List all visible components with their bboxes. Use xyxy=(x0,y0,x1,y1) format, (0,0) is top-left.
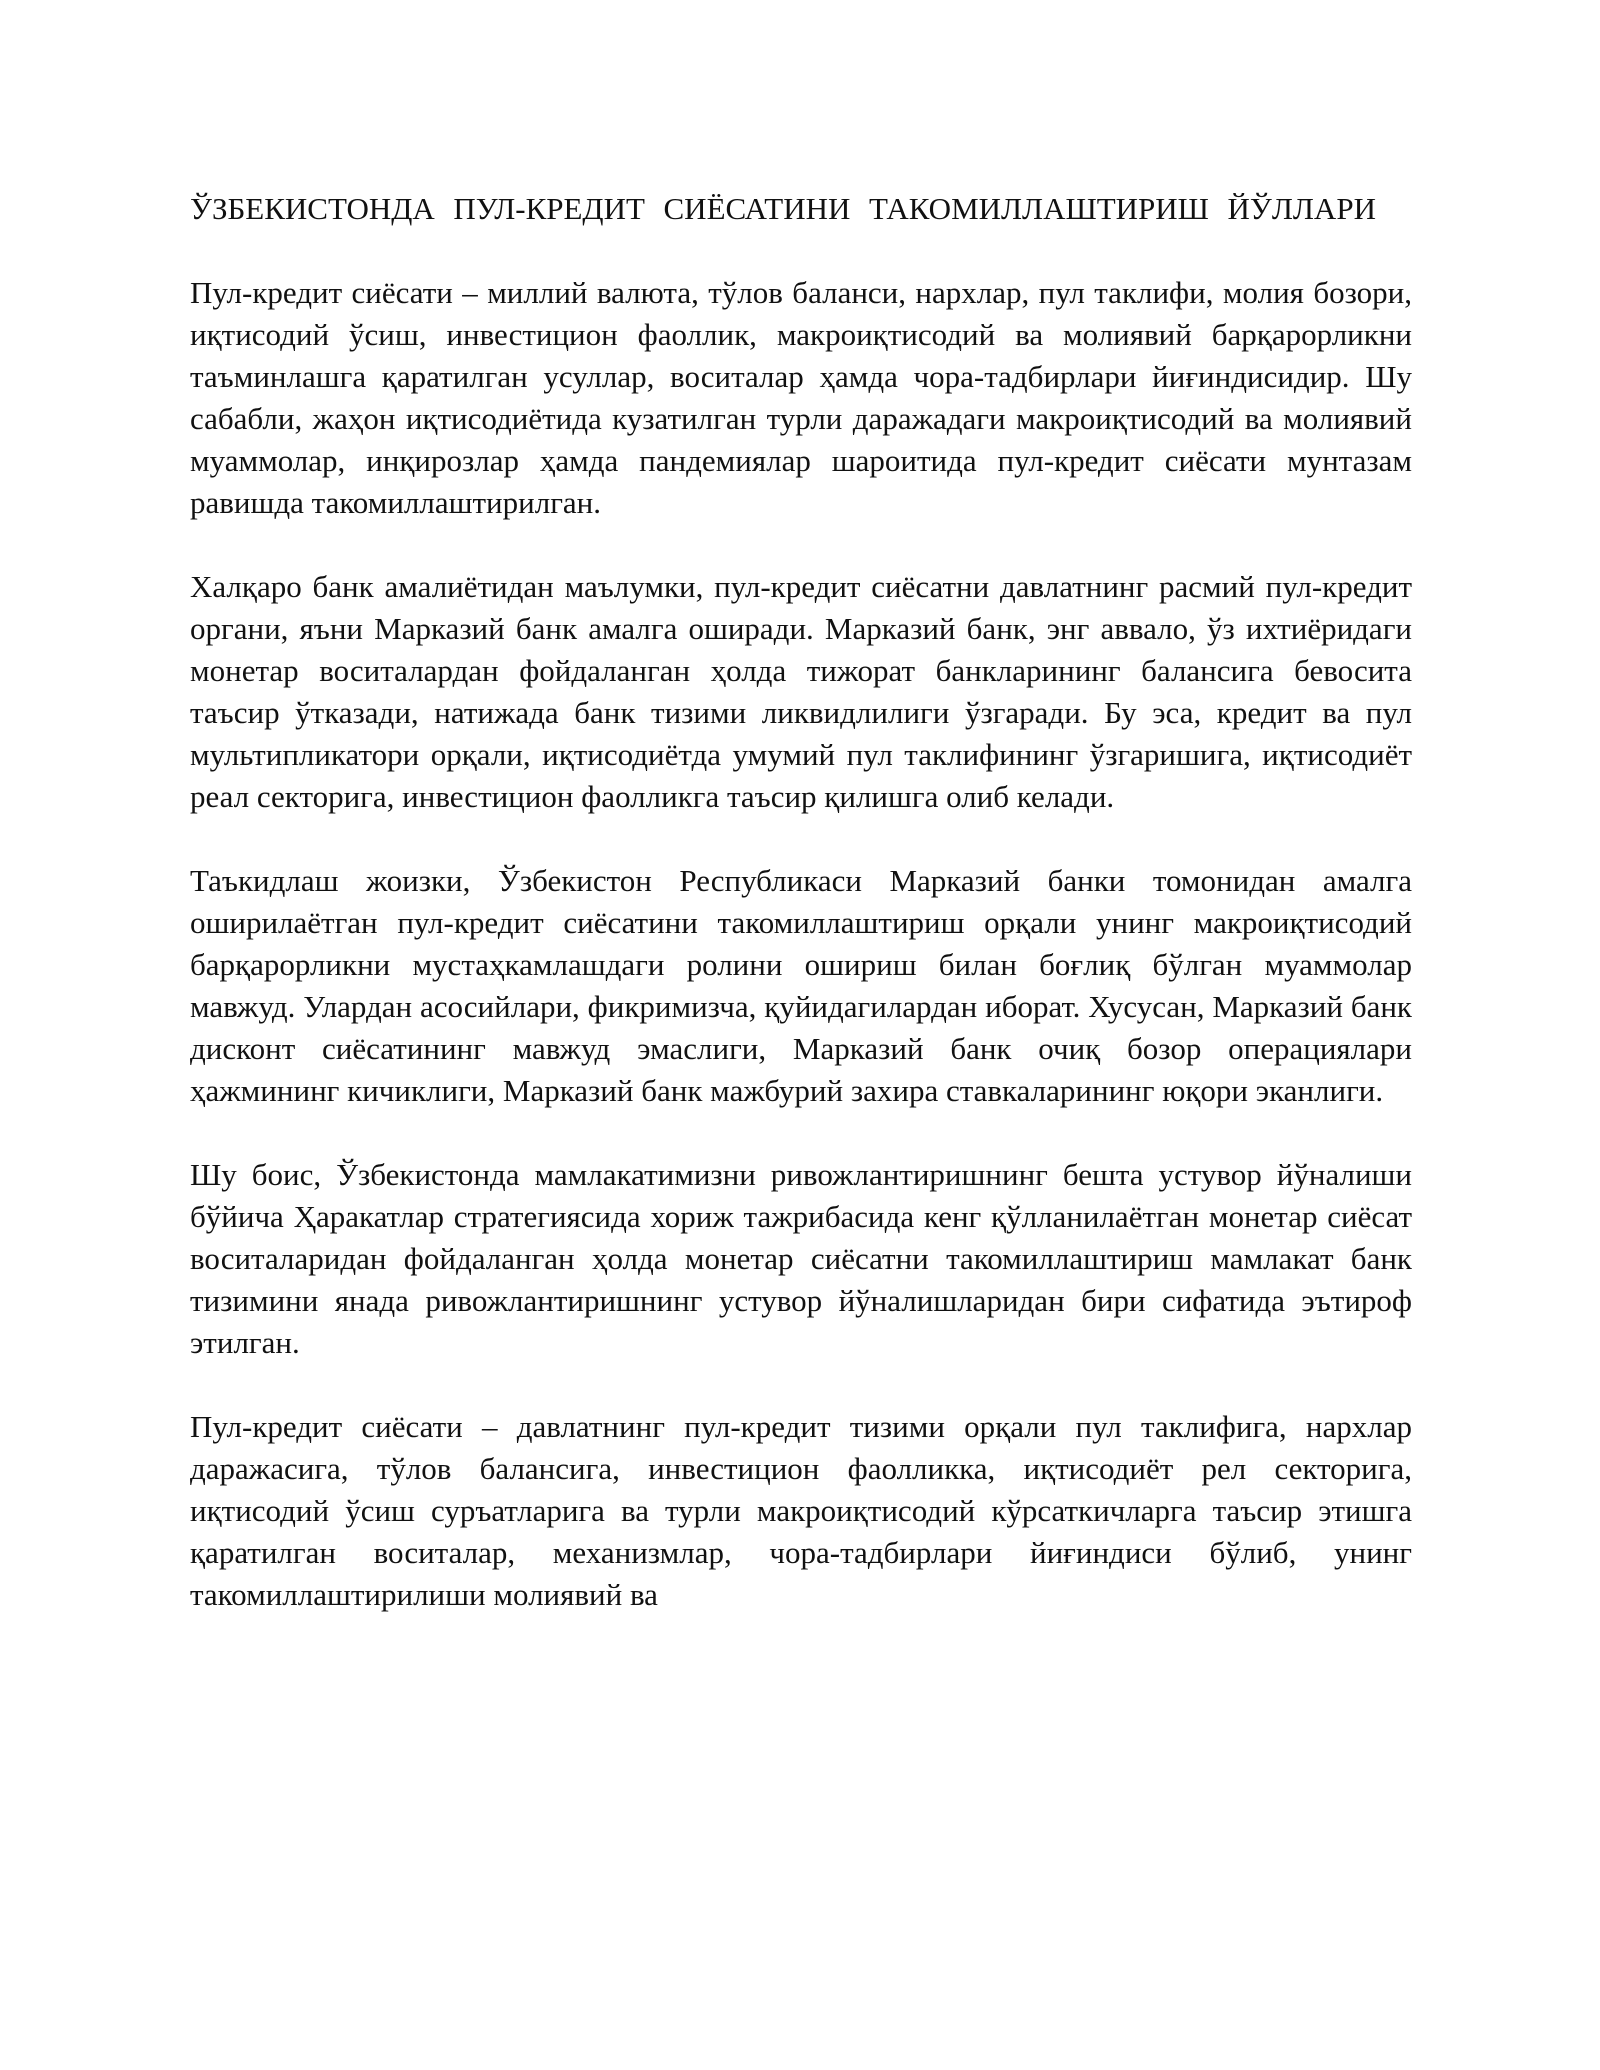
paragraph-3: Таъкидлаш жоизки, Ўзбекистон Республикаси Марказий банки томонидан амалга оширилаётган пул-кредит сиёсатини такомиллаштириш орқали унинг макроиқтисодий барқарорликни мустаҳкамлашдаги ролини ошириш билан боғлиқ бўлган муаммолар мавжуд. Улардан асосийлари, фикримизча, қуйидагилардан иборат. Хусусан, Марказий банк дисконт сиёсатининг мавжуд эмаслиги, Марказий банк очиқ бозор операциялари ҳажмининг кичиклиги, Марказий банк мажбурий захира ставкаларининг юқори эканлиги. xyxy=(190,863,1412,1108)
document-title: ЎЗБЕКИСТОНДА ПУЛ-КРЕДИТ СИЁСАТИНИ ТАКОМИЛЛАШТИРИШ ЙЎЛЛАРИ xyxy=(190,191,1376,226)
paragraph-4: Шу боис, Ўзбекистонда мамлакатимизни ривожлантиришнинг бешта устувор йўналиши бўйича Ҳаракатлар стратегиясида хориж тажрибасида кенг қўлланилаётган монетар сиёсат воситаларидан фойдаланган ҳолда монетар сиёсатни такомиллаштириш мамлакат банк тизимини янада ривожлантиришнинг устувор йўналишларидан бири сифатида эътироф этилган. xyxy=(190,1157,1412,1360)
document-body xyxy=(190,188,1412,1616)
paragraph-1: Пул-кредит сиёсати – миллий валюта, тўлов баланси, нархлар, пул таклифи, молия бозори, иқтисодий ўсиш, инвестицион фаоллик, макроиқтисодий ва молиявий барқарорликни таъминлашга қаратилган усуллар, воситалар ҳамда чора-тадбирлари йиғиндисидир. Шу сабабли, жаҳон иқтисодиётида кузатилган турли даражадаги макроиқтисодий ва молиявий муаммолар, инқирозлар ҳамда пандемиялар шароитида пул-кредит сиёсати мунтазам равишда такомиллаштирилган. xyxy=(190,275,1412,520)
paragraph-2: Халқаро банк амалиётидан маълумки, пул-кредит сиёсатни давлатнинг расмий пул-кредит органи, яъни Марказий банк амалга оширади. Марказий банк, энг аввало, ўз ихтиёридаги монетар воситалардан фойдаланган ҳолда тижорат банкларининг балансига бевосита таъсир ўтказади, натижада банк тизими ликвидлилиги ўзгаради. Бу эса, кредит ва пул мультипликатори орқали, иқтисодиётда умумий пул таклифининг ўзгаришига, иқтисодиёт реал секторига, инвестицион фаолликга таъсир қилишга олиб келади. xyxy=(190,569,1412,814)
paragraph-5: Пул-кредит сиёсати – давлатнинг пул-кредит тизими орқали пул таклифига, нархлар даражасига, тўлов балансига, инвестицион фаолликка, иқтисодиёт рел секторига, иқтисодий ўсиш суръатларига ва турли макроиқтисодий кўрсаткичларга таъсир этишга қаратилган воситалар, механизмлар, чора-тадбирлари йиғиндиси бўлиб, унинг такомиллаштирилиши молиявий ва xyxy=(190,1409,1412,1612)
